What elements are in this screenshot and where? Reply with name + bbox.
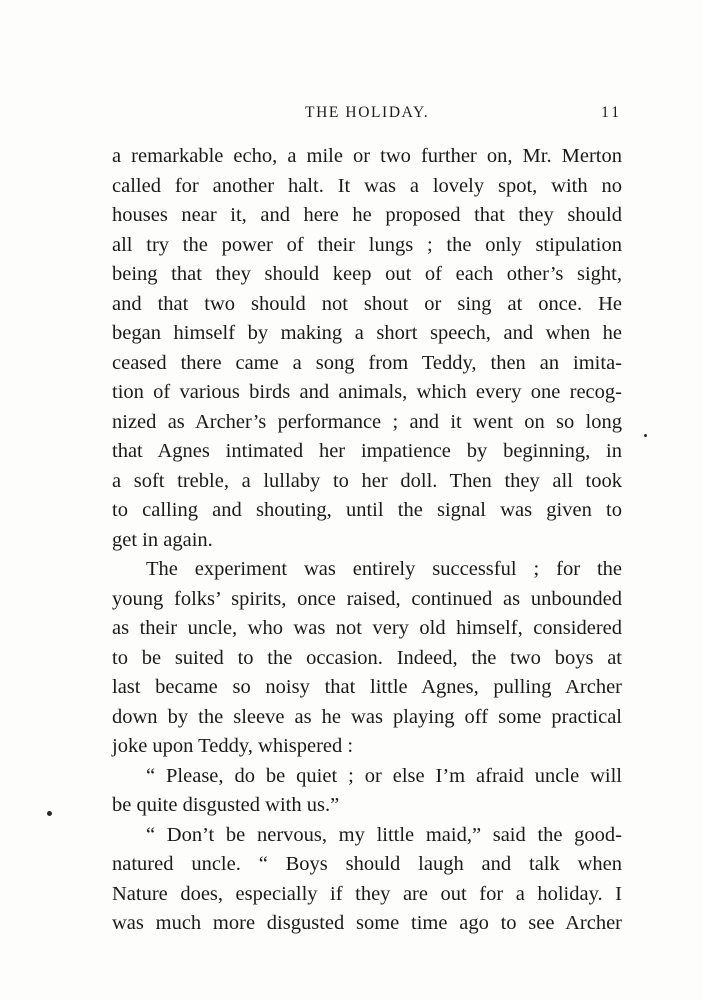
page-number: 11	[601, 104, 622, 121]
text-line: that Agnes intimated her impatience by beginning, in	[112, 440, 622, 462]
text-line: be quite disgusted with us.”	[112, 794, 340, 816]
text-line: down by the sleeve as he was playing off some practical	[112, 705, 622, 728]
text-line: a soft treble, a lullaby to her doll. Then they all took	[112, 469, 622, 492]
text-line: natured uncle. “ Boys should laugh and talk when	[112, 853, 622, 875]
text-line: Nature does, especially if they are out for a holiday. I	[112, 882, 622, 905]
body-text	[112, 142, 622, 939]
text-line: was much more disgusted some time ago to see Archer	[112, 912, 622, 934]
text-line: The experiment was entirely successful ; for the	[146, 558, 622, 580]
text-line: houses near it, and here he proposed that they should	[112, 204, 622, 226]
text-line: last became so noisy that little Agnes, pulling Archer	[112, 676, 622, 698]
text-line: and that two should not shout or sing at once. He	[112, 292, 622, 315]
text-line: to be suited to the occasion. Indeed, the two boys at	[112, 646, 622, 669]
text-line: as their uncle, who was not very old himself, considered	[112, 617, 622, 639]
text-line: nized as Archer’s performance ; and it went on so long	[112, 410, 622, 433]
text-line: tion of various birds and animals, which every one recog-	[112, 381, 622, 403]
text-line: to calling and shouting, until the signal was given to	[112, 499, 622, 521]
ink-speck	[644, 434, 647, 437]
text-line: a remarkable echo, a mile or two further on, Mr. Merton	[112, 145, 622, 167]
running-title: THE HOLIDAY.	[305, 104, 430, 121]
text-line: get in again.	[112, 528, 213, 551]
text-line: “ Don’t be nervous, my little maid,” said the good-	[146, 823, 622, 846]
text-line: young folks’ spirits, once raised, continued as unbounded	[112, 587, 622, 610]
ink-speck	[47, 811, 52, 816]
text-line: ceased there came a song from Teddy, then an imita-	[112, 351, 622, 374]
text-line: called for another halt. It was a lovely spot, with no	[112, 174, 622, 197]
text-line: all try the power of their lungs ; the only stipulation	[112, 233, 622, 256]
text-line: “ Please, do be quiet ; or else I’m afraid uncle will	[146, 764, 622, 787]
text-line: being that they should keep out of each other’s sight,	[112, 263, 622, 285]
text-line: joke upon Teddy, whispered :	[112, 735, 354, 757]
text-line: began himself by making a short speech, and when he	[112, 322, 622, 344]
running-head	[114, 104, 622, 128]
